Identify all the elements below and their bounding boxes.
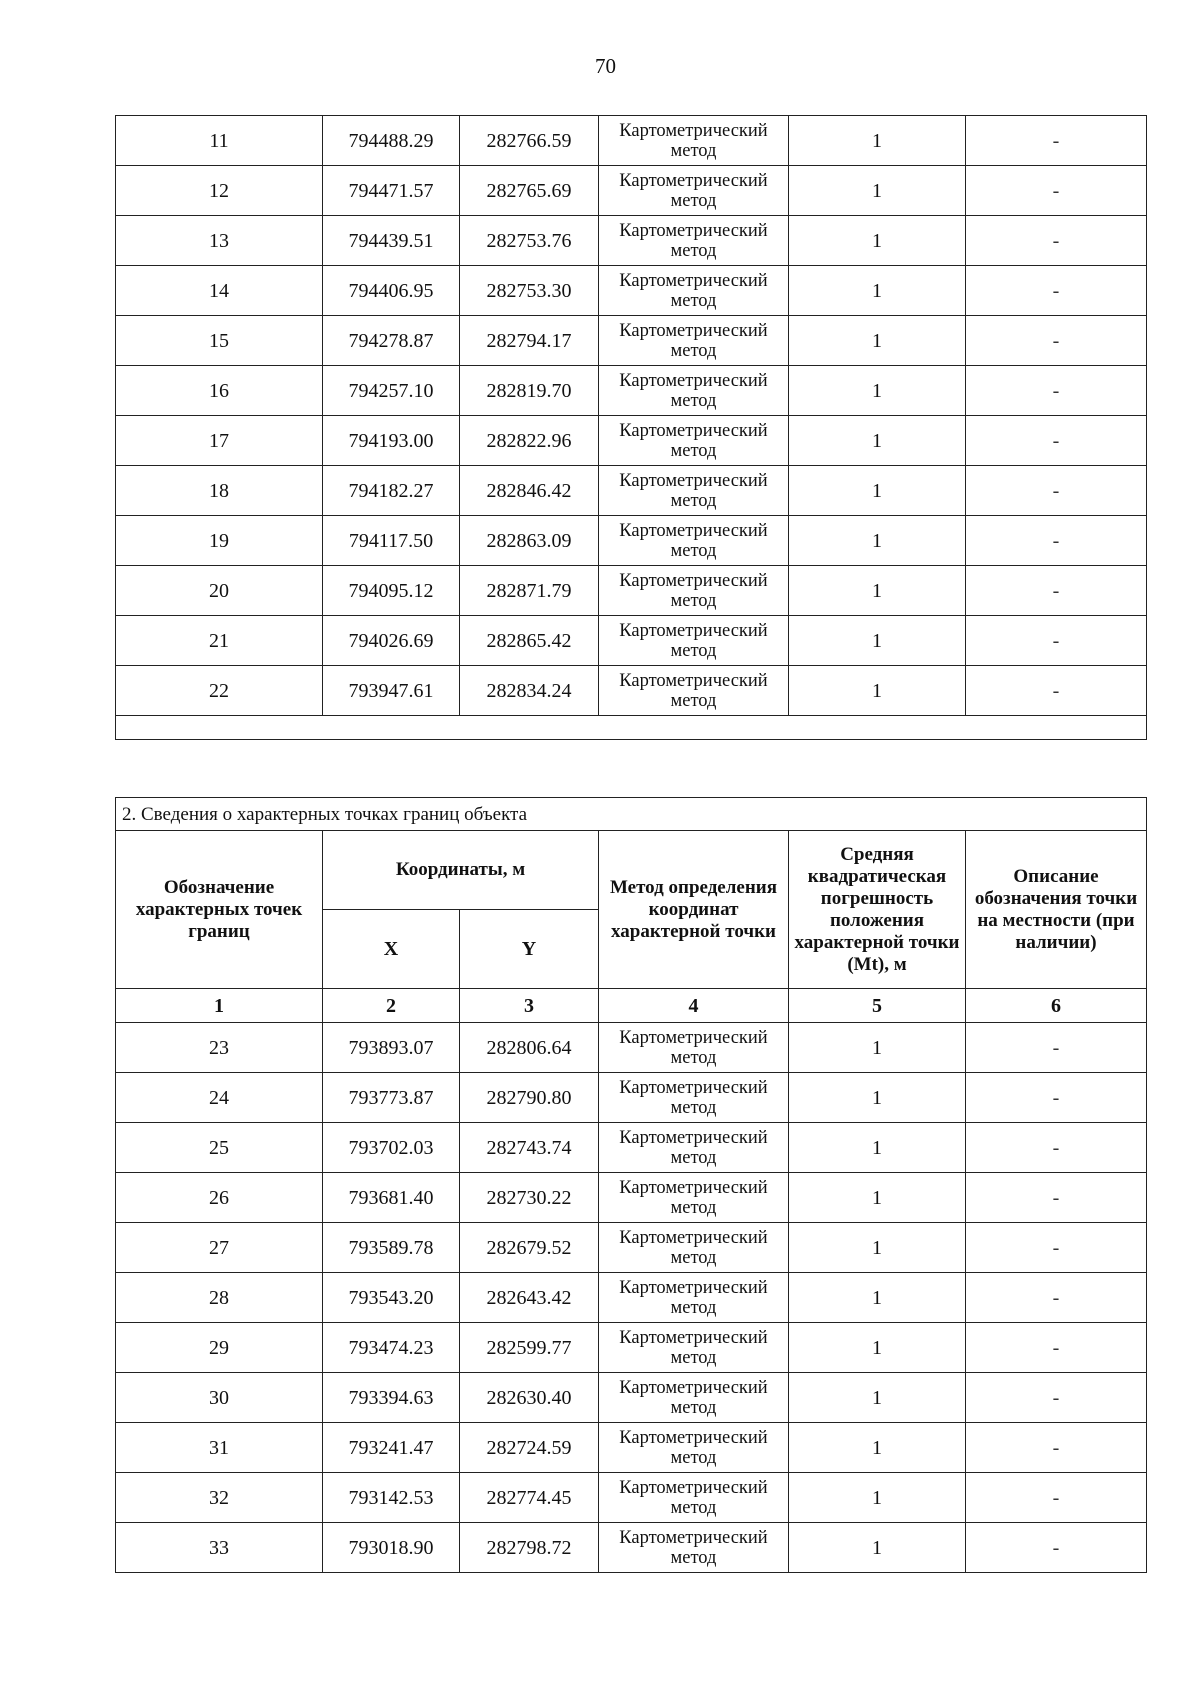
method-cell: Картометрический метод [599, 1473, 789, 1523]
coord-x-cell: 793589.78 [323, 1223, 460, 1273]
coord-y-cell: 282794.17 [460, 316, 599, 366]
table-row [116, 1523, 1147, 1573]
point-number-cell: 31 [116, 1423, 323, 1473]
coord-y-cell: 282822.96 [460, 416, 599, 466]
table-row [116, 366, 1147, 416]
point-number-cell: 25 [116, 1123, 323, 1173]
error-cell: 1 [789, 566, 966, 616]
coord-x-cell: 794439.51 [323, 216, 460, 266]
error-cell: 1 [789, 516, 966, 566]
column-number-row [116, 989, 1147, 1023]
description-cell: - [966, 1123, 1147, 1173]
point-number-cell: 28 [116, 1273, 323, 1323]
coord-y-cell: 282790.80 [460, 1073, 599, 1123]
table-row [116, 416, 1147, 466]
method-cell: Картометрический метод [599, 1373, 789, 1423]
coord-x-cell: 793947.61 [323, 666, 460, 716]
error-cell: 1 [789, 316, 966, 366]
column-number: 3 [460, 989, 599, 1023]
point-number-cell: 13 [116, 216, 323, 266]
coord-y-cell: 282730.22 [460, 1173, 599, 1223]
point-number-cell: 29 [116, 1323, 323, 1373]
coord-y-cell: 282846.42 [460, 466, 599, 516]
coord-y-cell: 282765.69 [460, 166, 599, 216]
table-row [116, 666, 1147, 716]
coord-x-cell: 794095.12 [323, 566, 460, 616]
coord-y-cell: 282863.09 [460, 516, 599, 566]
coord-y-cell: 282630.40 [460, 1373, 599, 1423]
coord-y-cell: 282834.24 [460, 666, 599, 716]
point-number-cell: 33 [116, 1523, 323, 1573]
error-cell: 1 [789, 366, 966, 416]
table-row [116, 516, 1147, 566]
method-cell: Картометрический метод [599, 266, 789, 316]
header-x: X [323, 910, 460, 989]
error-cell: 1 [789, 1273, 966, 1323]
method-cell: Картометрический метод [599, 1173, 789, 1223]
table-row [116, 616, 1147, 666]
header-method: Метод определения координат характерной точки [599, 831, 789, 989]
method-cell: Картометрический метод [599, 366, 789, 416]
page-number: 70 [595, 54, 616, 78]
table-2-body [116, 1023, 1147, 1573]
description-cell: - [966, 366, 1147, 416]
description-cell: - [966, 116, 1147, 166]
empty-row [116, 716, 1147, 740]
coord-y-cell: 282643.42 [460, 1273, 599, 1323]
column-number: 5 [789, 989, 966, 1023]
coord-x-cell: 794182.27 [323, 466, 460, 516]
error-cell: 1 [789, 666, 966, 716]
point-number-cell: 21 [116, 616, 323, 666]
coord-x-cell: 794471.57 [323, 166, 460, 216]
point-number-cell: 24 [116, 1073, 323, 1123]
coord-x-cell: 794026.69 [323, 616, 460, 666]
method-cell: Картометрический метод [599, 1273, 789, 1323]
method-cell: Картометрический метод [599, 1123, 789, 1173]
point-number-cell: 14 [116, 266, 323, 316]
column-number: 2 [323, 989, 460, 1023]
table-row [116, 1473, 1147, 1523]
coord-y-cell: 282865.42 [460, 616, 599, 666]
description-cell: - [966, 166, 1147, 216]
point-number-cell: 15 [116, 316, 323, 366]
method-cell: Картометрический метод [599, 316, 789, 366]
table-row [116, 1173, 1147, 1223]
empty-cell [116, 716, 1147, 740]
table-row [116, 1023, 1147, 1073]
coord-x-cell: 793702.03 [323, 1123, 460, 1173]
point-number-cell: 26 [116, 1173, 323, 1223]
coord-x-cell: 794257.10 [323, 366, 460, 416]
point-number-cell: 27 [116, 1223, 323, 1273]
coord-y-cell: 282753.30 [460, 266, 599, 316]
error-cell: 1 [789, 616, 966, 666]
method-cell: Картометрический метод [599, 1323, 789, 1373]
description-cell: - [966, 1473, 1147, 1523]
description-cell: - [966, 666, 1147, 716]
error-cell: 1 [789, 1323, 966, 1373]
coord-x-cell: 793474.23 [323, 1323, 460, 1373]
coord-x-cell: 794117.50 [323, 516, 460, 566]
method-cell: Картометрический метод [599, 1023, 789, 1073]
description-cell: - [966, 1173, 1147, 1223]
error-cell: 1 [789, 1373, 966, 1423]
error-cell: 1 [789, 416, 966, 466]
table-row [116, 266, 1147, 316]
method-cell: Картометрический метод [599, 516, 789, 566]
method-cell: Картометрический метод [599, 616, 789, 666]
coord-y-cell: 282766.59 [460, 116, 599, 166]
coord-x-cell: 794278.87 [323, 316, 460, 366]
error-cell: 1 [789, 166, 966, 216]
error-cell: 1 [789, 1223, 966, 1273]
table-row [116, 116, 1147, 166]
point-number-cell: 17 [116, 416, 323, 466]
coord-y-cell: 282753.76 [460, 216, 599, 266]
point-number-cell: 11 [116, 116, 323, 166]
point-number-cell: 12 [116, 166, 323, 216]
boundary-points-table [115, 797, 1147, 1573]
method-cell: Картометрический метод [599, 216, 789, 266]
table-row [116, 1323, 1147, 1373]
description-cell: - [966, 516, 1147, 566]
coord-x-cell: 793543.20 [323, 1273, 460, 1323]
table-row [116, 1223, 1147, 1273]
table-1-body [116, 116, 1147, 740]
description-cell: - [966, 1073, 1147, 1123]
coord-y-cell: 282871.79 [460, 566, 599, 616]
description-cell: - [966, 266, 1147, 316]
coord-x-cell: 793681.40 [323, 1173, 460, 1223]
point-number-cell: 23 [116, 1023, 323, 1073]
point-number-cell: 19 [116, 516, 323, 566]
method-cell: Картометрический метод [599, 666, 789, 716]
method-cell: Картометрический метод [599, 116, 789, 166]
error-cell: 1 [789, 1423, 966, 1473]
coord-x-cell: 793018.90 [323, 1523, 460, 1573]
description-cell: - [966, 1023, 1147, 1073]
error-cell: 1 [789, 1473, 966, 1523]
method-cell: Картометрический метод [599, 1423, 789, 1473]
coord-y-cell: 282679.52 [460, 1223, 599, 1273]
point-number-cell: 20 [116, 566, 323, 616]
point-number-cell: 16 [116, 366, 323, 416]
description-cell: - [966, 1523, 1147, 1573]
coord-x-cell: 793773.87 [323, 1073, 460, 1123]
table-row [116, 1123, 1147, 1173]
column-number: 4 [599, 989, 789, 1023]
error-cell: 1 [789, 1023, 966, 1073]
coord-y-cell: 282819.70 [460, 366, 599, 416]
error-cell: 1 [789, 1073, 966, 1123]
coord-x-cell: 794488.29 [323, 116, 460, 166]
table-row [116, 166, 1147, 216]
description-cell: - [966, 566, 1147, 616]
table-row [116, 316, 1147, 366]
error-cell: 1 [789, 1523, 966, 1573]
table-row [116, 216, 1147, 266]
table-row [116, 1373, 1147, 1423]
table-caption: 2. Сведения о характерных точках границ объекта [116, 798, 1147, 831]
table-row [116, 1423, 1147, 1473]
coord-y-cell: 282806.64 [460, 1023, 599, 1073]
method-cell: Картометрический метод [599, 466, 789, 516]
description-cell: - [966, 1223, 1147, 1273]
method-cell: Картометрический метод [599, 1523, 789, 1573]
table-row [116, 466, 1147, 516]
description-cell: - [966, 316, 1147, 366]
point-number-cell: 18 [116, 466, 323, 516]
point-number-cell: 32 [116, 1473, 323, 1523]
description-cell: - [966, 1373, 1147, 1423]
description-cell: - [966, 1273, 1147, 1323]
point-number-cell: 22 [116, 666, 323, 716]
table-row [116, 1073, 1147, 1123]
description-cell: - [966, 466, 1147, 516]
header-y: Y [460, 910, 599, 989]
header-designation: Обозначение характерных точек границ [116, 831, 323, 989]
coord-x-cell: 793893.07 [323, 1023, 460, 1073]
coord-y-cell: 282743.74 [460, 1123, 599, 1173]
error-cell: 1 [789, 466, 966, 516]
error-cell: 1 [789, 216, 966, 266]
coord-y-cell: 282774.45 [460, 1473, 599, 1523]
header-coordinates: Координаты, м [323, 831, 599, 910]
header-description: Описание обозначения точки на местности (при наличии) [966, 831, 1147, 989]
coord-x-cell: 793142.53 [323, 1473, 460, 1523]
description-cell: - [966, 1423, 1147, 1473]
column-number: 6 [966, 989, 1147, 1023]
coord-y-cell: 282724.59 [460, 1423, 599, 1473]
description-cell: - [966, 416, 1147, 466]
point-number-cell: 30 [116, 1373, 323, 1423]
table-row [116, 566, 1147, 616]
method-cell: Картометрический метод [599, 1073, 789, 1123]
error-cell: 1 [789, 1173, 966, 1223]
coord-x-cell: 794193.00 [323, 416, 460, 466]
method-cell: Картометрический метод [599, 566, 789, 616]
coord-x-cell: 793394.63 [323, 1373, 460, 1423]
coord-x-cell: 793241.47 [323, 1423, 460, 1473]
method-cell: Картометрический метод [599, 166, 789, 216]
description-cell: - [966, 1323, 1147, 1373]
error-cell: 1 [789, 116, 966, 166]
description-cell: - [966, 616, 1147, 666]
header-error: Средняя квадратическая погрешность положения характерной точки (Mt), м [789, 831, 966, 989]
method-cell: Картометрический метод [599, 1223, 789, 1273]
description-cell: - [966, 216, 1147, 266]
coord-x-cell: 794406.95 [323, 266, 460, 316]
table-row [116, 1273, 1147, 1323]
column-number: 1 [116, 989, 323, 1023]
coord-y-cell: 282798.72 [460, 1523, 599, 1573]
method-cell: Картометрический метод [599, 416, 789, 466]
error-cell: 1 [789, 1123, 966, 1173]
coord-y-cell: 282599.77 [460, 1323, 599, 1373]
boundary-points-table-continued [115, 115, 1147, 740]
error-cell: 1 [789, 266, 966, 316]
